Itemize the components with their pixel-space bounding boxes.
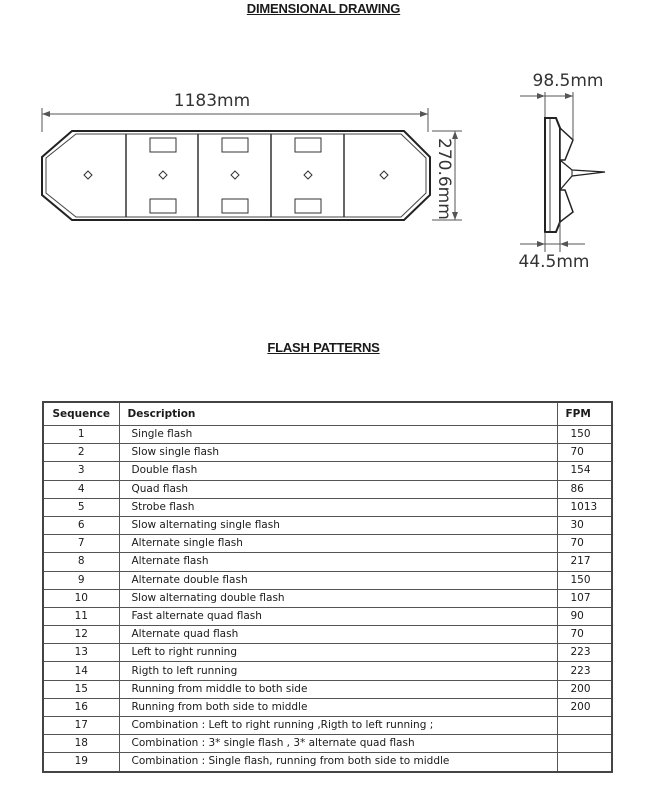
- table-row: [43, 553, 612, 571]
- dimensional-drawing-title: DIMENSIONAL DRAWING: [246, 1, 401, 16]
- table-row: [43, 607, 612, 625]
- fpm-cell: 200: [557, 680, 612, 698]
- fpm-cell: 70: [557, 535, 612, 553]
- flash-patterns-title: FLASH PATTERNS: [267, 340, 380, 355]
- sequence-cell: 17: [43, 717, 119, 735]
- table-row: [43, 735, 612, 753]
- description-cell: Left to right running: [119, 644, 557, 662]
- sequence-cell: 16: [43, 698, 119, 716]
- table-row: [43, 444, 612, 462]
- description-cell: Running from middle to both side: [119, 680, 557, 698]
- fpm-cell: 154: [557, 462, 612, 480]
- fpm-cell: [557, 735, 612, 753]
- lightbar-front-view: [42, 131, 430, 220]
- table-row: [43, 535, 612, 553]
- fpm-cell: 150: [557, 571, 612, 589]
- table-row: [43, 571, 612, 589]
- sequence-cell: 11: [43, 607, 119, 625]
- sequence-cell: 15: [43, 680, 119, 698]
- width-dimension-label: 270.6mm: [434, 138, 454, 220]
- description-cell: Slow single flash: [119, 444, 557, 462]
- sequence-cell: 4: [43, 480, 119, 498]
- fpm-cell: 70: [557, 626, 612, 644]
- description-cell: Slow alternating double flash: [119, 589, 557, 607]
- sequence-cell: 9: [43, 571, 119, 589]
- sequence-cell: 1: [43, 426, 119, 444]
- description-cell: Alternate quad flash: [119, 626, 557, 644]
- description-cell: Combination : Single flash, running from both side to middle: [119, 753, 557, 772]
- fpm-cell: 200: [557, 698, 612, 716]
- table-row: [43, 498, 612, 516]
- fpm-cell: [557, 753, 612, 772]
- table-row: [43, 462, 612, 480]
- sequence-cell: 10: [43, 589, 119, 607]
- description-cell: Double flash: [119, 462, 557, 480]
- sequence-cell: 5: [43, 498, 119, 516]
- sequence-cell: 6: [43, 516, 119, 534]
- length-dimension-label: 1183mm: [173, 91, 251, 111]
- description-cell: Alternate flash: [119, 553, 557, 571]
- description-cell: Fast alternate quad flash: [119, 607, 557, 625]
- description-cell: Alternate single flash: [119, 535, 557, 553]
- fpm-cell: [557, 717, 612, 735]
- description-cell: Strobe flash: [119, 498, 557, 516]
- flash-patterns-table: [42, 401, 613, 773]
- description-cell: Combination : 3* single flash , 3* alternate quad flash: [119, 735, 557, 753]
- table-row: [43, 698, 612, 716]
- description-cell: Combination : Left to right running ,Rigth to left running ;: [119, 717, 557, 735]
- description-cell: Rigth to left running: [119, 662, 557, 680]
- fpm-cell: 30: [557, 516, 612, 534]
- table-row: [43, 589, 612, 607]
- table-row: [43, 626, 612, 644]
- table-row: [43, 426, 612, 444]
- table-row: [43, 717, 612, 735]
- sequence-cell: 19: [43, 753, 119, 772]
- fpm-cell: 217: [557, 553, 612, 571]
- table-row: [43, 644, 612, 662]
- fpm-cell: 86: [557, 480, 612, 498]
- table-row: [43, 680, 612, 698]
- sequence-cell: 13: [43, 644, 119, 662]
- header-description: Description: [119, 402, 557, 426]
- description-cell: Single flash: [119, 426, 557, 444]
- sequence-cell: 8: [43, 553, 119, 571]
- description-cell: Slow alternating single flash: [119, 516, 557, 534]
- lightbar-side-view: [545, 118, 605, 232]
- sequence-cell: 18: [43, 735, 119, 753]
- fpm-cell: 107: [557, 589, 612, 607]
- table-row: [43, 516, 612, 534]
- sequence-cell: 3: [43, 462, 119, 480]
- description-cell: Quad flash: [119, 480, 557, 498]
- table-row: [43, 480, 612, 498]
- sequence-cell: 14: [43, 662, 119, 680]
- top-depth-dimension-label: 98.5mm: [532, 71, 604, 91]
- table-row: [43, 753, 612, 772]
- fpm-cell: 223: [557, 662, 612, 680]
- bottom-depth-dimension-label: 44.5mm: [518, 252, 590, 272]
- lightbar-dimension-drawing: [0, 0, 647, 300]
- table-row: [43, 662, 612, 680]
- fpm-cell: 1013: [557, 498, 612, 516]
- fpm-cell: 90: [557, 607, 612, 625]
- sequence-cell: 12: [43, 626, 119, 644]
- fpm-cell: 223: [557, 644, 612, 662]
- header-fpm: FPM: [557, 402, 612, 426]
- sequence-cell: 7: [43, 535, 119, 553]
- header-sequence: Sequence: [43, 402, 119, 426]
- description-cell: Alternate double flash: [119, 571, 557, 589]
- fpm-cell: 70: [557, 444, 612, 462]
- table-header-row: [43, 402, 612, 426]
- sequence-cell: 2: [43, 444, 119, 462]
- description-cell: Running from both side to middle: [119, 698, 557, 716]
- fpm-cell: 150: [557, 426, 612, 444]
